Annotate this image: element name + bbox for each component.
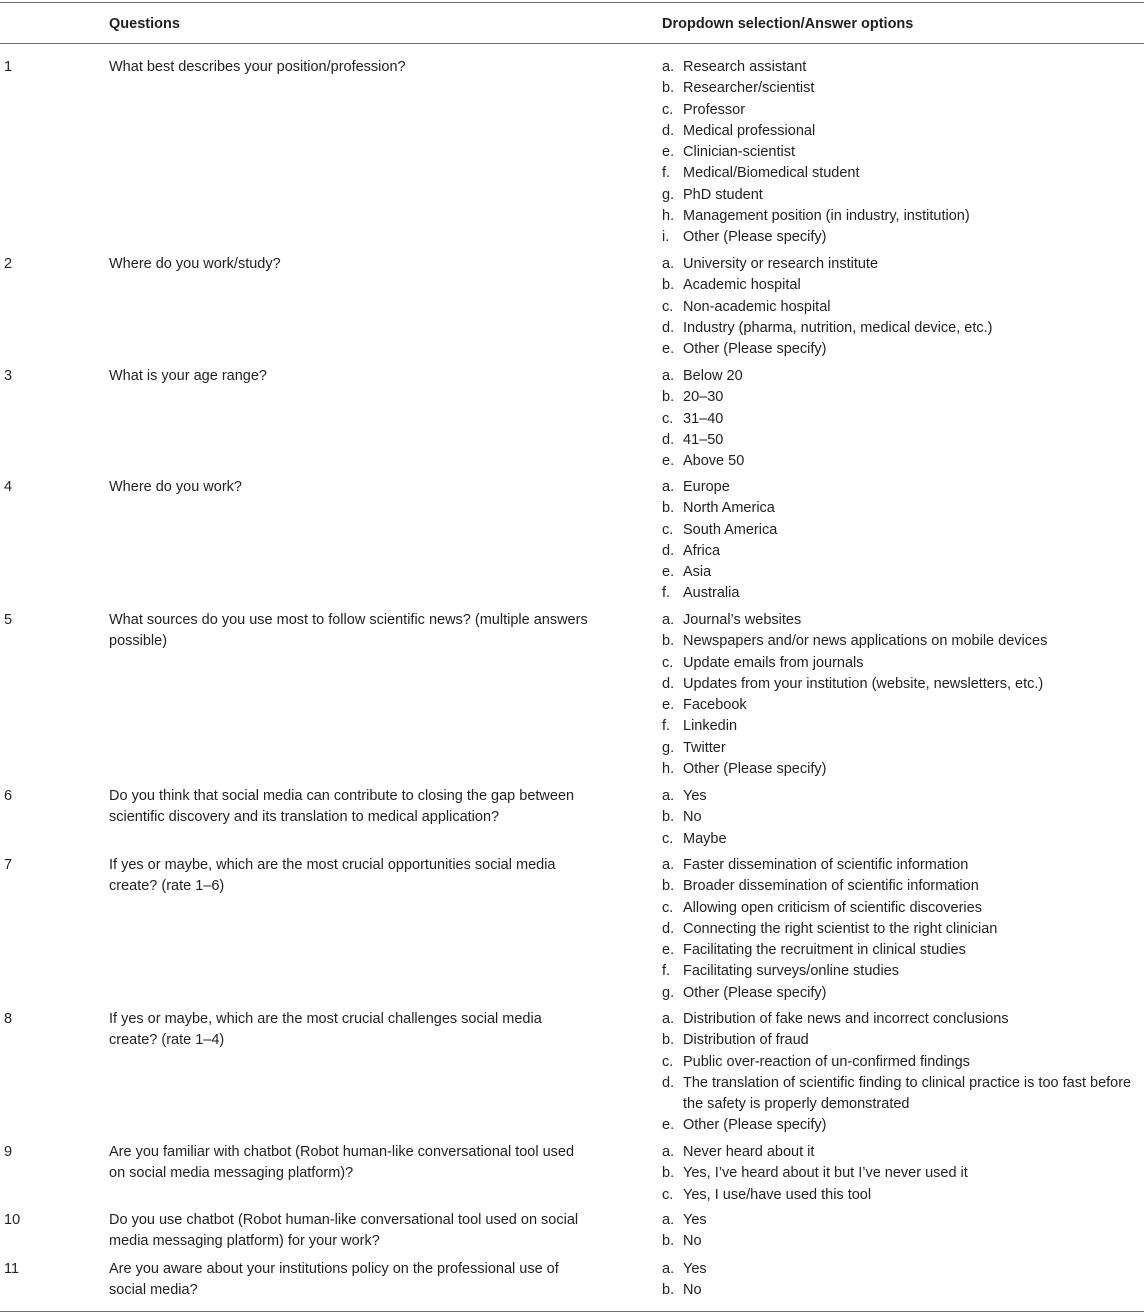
answer-option xyxy=(662,562,1144,583)
option-letter: c. xyxy=(662,1053,674,1070)
option-text: Other (Please specify) xyxy=(683,341,827,358)
option-letter: c. xyxy=(662,101,674,118)
option-text: Management position (in industry, institution) xyxy=(683,208,970,225)
option-letter: e. xyxy=(662,942,675,959)
option-text: 20–30 xyxy=(683,389,724,406)
option-letter: b. xyxy=(662,809,675,826)
option-text: Facebook xyxy=(683,697,747,714)
option-text: Medical professional xyxy=(683,122,816,139)
answer-option xyxy=(662,610,1144,631)
option-letter: g. xyxy=(662,984,675,1001)
question-number: 7 xyxy=(4,857,13,873)
answer-options xyxy=(662,477,1144,605)
question-number: 5 xyxy=(4,612,13,628)
answer-option xyxy=(662,520,1144,541)
answer-option xyxy=(662,57,1144,78)
question-text: What is your age range? xyxy=(109,368,267,384)
question-number: 10 xyxy=(4,1212,21,1228)
option-letter: e. xyxy=(662,1117,675,1134)
option-text: North America xyxy=(683,500,775,517)
option-letter: h. xyxy=(662,761,675,778)
question-text: What best describes your position/profession? xyxy=(109,59,406,75)
answer-option xyxy=(662,1115,1144,1136)
option-letter: a. xyxy=(662,1212,675,1228)
option-letter: e. xyxy=(662,453,675,470)
answer-option xyxy=(662,318,1144,339)
question-number: 4 xyxy=(4,479,13,495)
option-text: Other (Please specify) xyxy=(683,229,827,246)
answer-option xyxy=(662,653,1144,674)
answer-option xyxy=(662,477,1144,498)
option-letter: f. xyxy=(662,165,671,182)
option-letter: a. xyxy=(662,256,675,272)
option-letter: f. xyxy=(662,585,671,602)
answer-option xyxy=(662,206,1144,227)
option-text: Never heard about it xyxy=(683,1144,815,1160)
answer-options xyxy=(662,1210,1144,1253)
option-letter: b. xyxy=(662,633,675,650)
answer-option xyxy=(662,786,1144,807)
option-text: Professor xyxy=(683,101,746,118)
option-letter: a. xyxy=(662,1011,675,1027)
option-letter: f. xyxy=(662,963,671,980)
answer-options xyxy=(662,57,1144,249)
question-text: Do you use chatbot (Robot human-like conversational tool used on social media messaging platform) for your work? xyxy=(109,1212,579,1250)
answer-option xyxy=(662,227,1144,248)
answer-option xyxy=(662,541,1144,562)
answer-options xyxy=(662,1142,1144,1206)
option-text: Above 50 xyxy=(683,453,745,470)
option-text: Faster dissemination of scientific information xyxy=(683,857,969,873)
answer-option xyxy=(662,254,1144,275)
option-letter: c. xyxy=(662,521,674,538)
answer-option xyxy=(662,876,1144,897)
option-text: No xyxy=(683,1233,702,1250)
option-letter: a. xyxy=(662,788,675,804)
answer-option xyxy=(662,855,1144,876)
question-text: Where do you work/study? xyxy=(109,256,281,272)
option-text: Non-academic hospital xyxy=(683,298,831,315)
answer-option xyxy=(662,919,1144,940)
option-text: 41–50 xyxy=(683,431,724,448)
option-text: South America xyxy=(683,521,778,538)
answer-option xyxy=(662,738,1144,759)
answer-option xyxy=(662,1052,1144,1073)
option-text: Research assistant xyxy=(683,59,807,75)
question-text: If yes or maybe, which are the most crucial opportunities social media create? (rate 1–6) xyxy=(109,857,556,895)
question-number: 2 xyxy=(4,256,13,272)
question-text: Where do you work? xyxy=(109,479,242,495)
question-text: Are you familiar with chatbot (Robot human-like conversational tool used on social media messaging platform)? xyxy=(109,1144,575,1182)
option-letter: d. xyxy=(662,542,675,559)
option-text: Broader dissemination of scientific information xyxy=(683,878,979,895)
option-letter: c. xyxy=(662,899,674,916)
option-text: Medical/Biomedical student xyxy=(683,165,860,182)
answer-option xyxy=(662,78,1144,99)
option-letter: b. xyxy=(662,1165,675,1182)
header-answers: Dropdown selection/Answer options xyxy=(662,16,914,32)
question-number: 6 xyxy=(4,788,13,804)
option-text: Facilitating the recruitment in clinical studies xyxy=(683,942,966,959)
answer-option xyxy=(662,275,1144,296)
option-letter: b. xyxy=(662,1233,675,1250)
answer-option xyxy=(662,163,1144,184)
option-letter: d. xyxy=(662,920,675,937)
question-number: 11 xyxy=(4,1261,20,1277)
option-text: Yes, I use/have used this tool xyxy=(683,1186,872,1203)
option-text: Academic hospital xyxy=(683,277,801,294)
option-letter: d. xyxy=(662,122,675,139)
option-letter: d. xyxy=(662,675,675,692)
answer-option xyxy=(662,1210,1144,1231)
option-letter: b. xyxy=(662,1282,675,1299)
question-text: Are you aware about your institutions policy on the professional use of social media? xyxy=(109,1261,559,1299)
answer-option xyxy=(662,583,1144,604)
answer-option xyxy=(662,366,1144,387)
option-text: Clinician-scientist xyxy=(683,144,796,161)
answer-options xyxy=(662,1009,1144,1137)
option-letter: a. xyxy=(662,59,675,75)
option-text: Europe xyxy=(683,479,730,495)
option-letter: b. xyxy=(662,878,675,895)
option-letter: a. xyxy=(662,1261,675,1277)
option-letter: a. xyxy=(662,1144,675,1160)
option-letter: a. xyxy=(662,612,675,628)
answer-option xyxy=(662,297,1144,318)
question-text: Do you think that social media can contribute to closing the gap between scientific discovery and its translation to medical application? xyxy=(109,788,575,826)
answer-option xyxy=(662,387,1144,408)
option-text: Researcher/scientist xyxy=(683,80,815,97)
option-letter: c. xyxy=(662,654,674,671)
option-text: Africa xyxy=(683,542,721,559)
answer-option xyxy=(662,695,1144,716)
option-letter: c. xyxy=(662,1186,674,1203)
option-letter: b. xyxy=(662,80,675,97)
option-letter: g. xyxy=(662,739,675,756)
option-text: Distribution of fraud xyxy=(683,1032,809,1049)
option-text: Yes xyxy=(683,1261,707,1277)
option-letter: b. xyxy=(662,389,675,406)
answer-option xyxy=(662,898,1144,919)
option-letter: d. xyxy=(662,319,675,336)
option-letter: g. xyxy=(662,186,675,203)
question-number: 9 xyxy=(4,1144,13,1160)
option-text: Newspapers and/or news applications on mobile devices xyxy=(683,633,1048,650)
answer-option xyxy=(662,409,1144,430)
option-letter: a. xyxy=(662,479,675,495)
answer-option xyxy=(662,1231,1144,1252)
answer-options xyxy=(662,366,1144,472)
question-number: 1 xyxy=(4,59,13,75)
option-text: Other (Please specify) xyxy=(683,1117,827,1134)
option-letter: e. xyxy=(662,564,675,581)
bottom-rule xyxy=(0,1311,1144,1312)
option-text: The translation of scientific finding to clinical practice is too fast before the safety is properly demonstrated xyxy=(683,1074,1132,1113)
top-rule xyxy=(0,2,1144,3)
answer-option xyxy=(662,1009,1144,1030)
option-text: 31–40 xyxy=(683,410,724,427)
answer-option xyxy=(662,631,1144,652)
header-questions: Questions xyxy=(109,16,180,32)
option-letter: d. xyxy=(662,1074,675,1091)
option-text: Update emails from journals xyxy=(683,654,864,671)
answer-option xyxy=(662,807,1144,828)
option-text: Journal’s websites xyxy=(683,612,802,628)
option-text: No xyxy=(683,809,702,826)
answer-option xyxy=(662,121,1144,142)
option-text: Yes xyxy=(683,1212,707,1228)
option-letter: a. xyxy=(662,368,675,384)
answer-option xyxy=(662,185,1144,206)
answer-option xyxy=(662,1030,1144,1051)
answer-option xyxy=(662,1185,1144,1206)
option-text: Other (Please specify) xyxy=(683,984,827,1001)
answer-option xyxy=(662,1142,1144,1163)
option-letter: b. xyxy=(662,1032,675,1049)
option-letter: b. xyxy=(662,277,675,294)
answer-option xyxy=(662,1259,1144,1280)
option-text: Distribution of fake news and incorrect conclusions xyxy=(683,1011,1009,1027)
option-text: Allowing open criticism of scientific discoveries xyxy=(683,899,982,916)
answer-options xyxy=(662,786,1144,850)
answer-options xyxy=(662,1259,1144,1302)
answer-option xyxy=(662,983,1144,1004)
answer-option xyxy=(662,674,1144,695)
answer-options xyxy=(662,855,1144,1004)
option-text: Below 20 xyxy=(683,368,743,384)
header-rule xyxy=(0,43,1144,44)
question-number: 3 xyxy=(4,368,13,384)
answer-option xyxy=(662,1163,1144,1184)
answer-options xyxy=(662,610,1144,780)
option-text: Other (Please specify) xyxy=(683,761,827,778)
option-letter: e. xyxy=(662,341,675,358)
answer-option xyxy=(662,430,1144,451)
option-letter: c. xyxy=(662,830,674,847)
answer-option xyxy=(662,142,1144,163)
option-text: Linkedin xyxy=(683,718,738,735)
option-letter: e. xyxy=(662,697,675,714)
answer-option xyxy=(662,1280,1144,1301)
option-text: Maybe xyxy=(683,830,727,847)
option-text: Industry (pharma, nutrition, medical device, etc.) xyxy=(683,319,993,336)
option-text: University or research institute xyxy=(683,256,879,272)
option-letter: d. xyxy=(662,431,675,448)
answer-option xyxy=(662,940,1144,961)
answer-option xyxy=(662,100,1144,121)
option-text: Twitter xyxy=(683,739,726,756)
answer-option xyxy=(662,829,1144,850)
option-text: No xyxy=(683,1282,702,1299)
answer-option xyxy=(662,1073,1144,1116)
answer-option xyxy=(662,759,1144,780)
option-letter: c. xyxy=(662,410,674,427)
option-text: Asia xyxy=(683,564,712,581)
question-text: If yes or maybe, which are the most crucial challenges social media create? (rate 1–4) xyxy=(109,1011,542,1049)
answer-option xyxy=(662,498,1144,519)
answer-options xyxy=(662,254,1144,360)
option-letter: c. xyxy=(662,298,674,315)
option-text: Public over-reaction of un-confirmed findings xyxy=(683,1053,970,1070)
option-text: Connecting the right scientist to the right clinician xyxy=(683,920,998,937)
option-text: Updates from your institution (website, newsletters, etc.) xyxy=(683,675,1044,692)
option-text: PhD student xyxy=(683,186,763,203)
answer-option xyxy=(662,961,1144,982)
question-text: What sources do you use most to follow scientific news? (multiple answers possible) xyxy=(109,612,588,650)
option-letter: b. xyxy=(662,500,675,517)
option-letter: e. xyxy=(662,144,675,161)
answer-option xyxy=(662,339,1144,360)
option-letter: h. xyxy=(662,208,675,225)
answer-option xyxy=(662,716,1144,737)
option-letter: i. xyxy=(662,229,670,246)
answer-option xyxy=(662,451,1144,472)
option-text: Yes, I’ve heard about it but I’ve never used it xyxy=(683,1165,968,1182)
question-number: 8 xyxy=(4,1011,13,1027)
option-text: Australia xyxy=(683,585,740,602)
option-letter: a. xyxy=(662,857,675,873)
option-letter: f. xyxy=(662,718,671,735)
option-text: Yes xyxy=(683,788,707,804)
option-text: Facilitating surveys/online studies xyxy=(683,963,899,980)
